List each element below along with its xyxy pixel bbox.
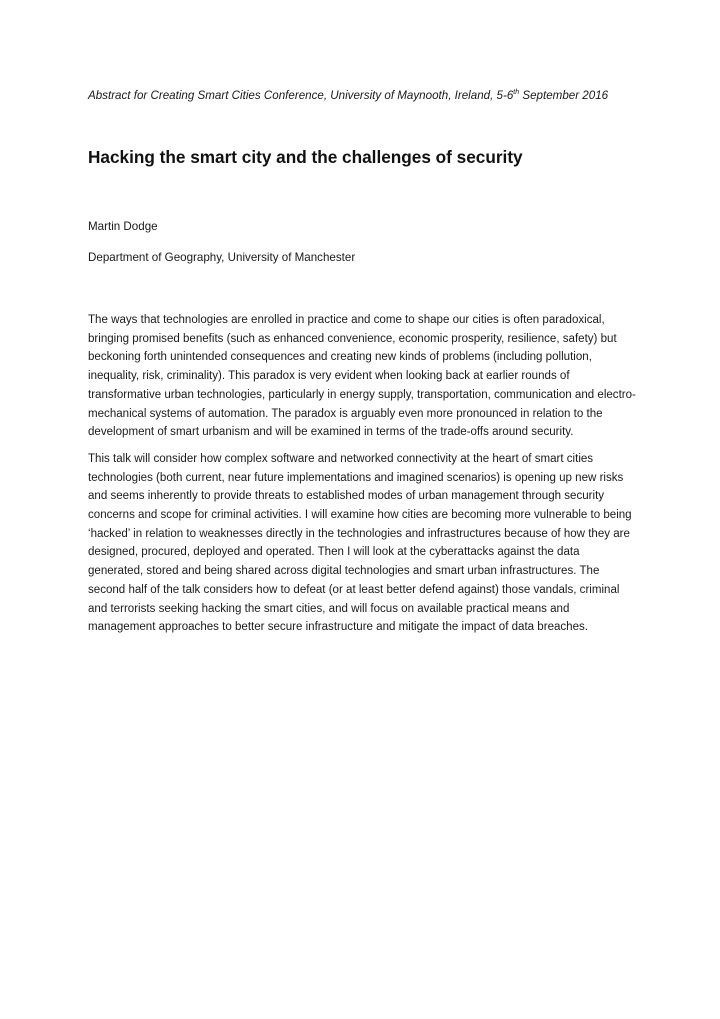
conference-line (88, 88, 648, 104)
paper-title: Hacking the smart city and the challenges of security (88, 147, 523, 167)
ordinal-superscript: th (513, 89, 520, 96)
abstract-paragraph-2: This talk will consider how complex software and networked connectivity at the heart of smart cities technologies (both current, near future implementations and imagined scenarios) is opening up new risks and seems inherently to provide threats to established modes of urban management through security concerns and scope for criminal activities. I will examine how cities are becoming more vulnerable to being ‘hacked’ in relation to weaknesses directly in the technologies and infrastructures because of how they are designed, procured, deployed and operated. Then I will look at the cyberattacks against the data generated, stored and being shared across digital technologies and smart urban infrastructures. The second half of the talk considers how to defeat (or at least better defend against) those vandals, criminal and terrorists seeking hacking the smart cities, and will focus on available practical means and management approaches to better secure infrastructure and mitigate the impact of data breaches. (88, 452, 632, 634)
conference-text: Abstract for Creating Smart Cities Conference, University of Maynooth, Ireland, 5-6 (88, 89, 514, 102)
author-name: Martin Dodge (88, 220, 158, 233)
conference-date-text: September 2016 (519, 89, 609, 102)
author-affiliation: Department of Geography, University of Manchester (88, 251, 356, 264)
abstract-paragraph-1: The ways that technologies are enrolled in practice and come to shape our cities is often paradoxical, bringing promised benefits (such as enhanced convenience, economic prosperity, resilience, safety) but beckoning forth unintended consequences and creating new kinds of problems (including pollution, inequality, risk, criminality). This paradox is very evident when looking back at earlier rounds of transformative urban technologies, particularly in energy supply, transportation, communication and electro-mechanical systems of automation. The paradox is arguably even more pronounced in relation to the development of smart urbanism and will be examined in terms of the trade-offs around security. (88, 314, 636, 439)
abstract-body (88, 311, 636, 645)
